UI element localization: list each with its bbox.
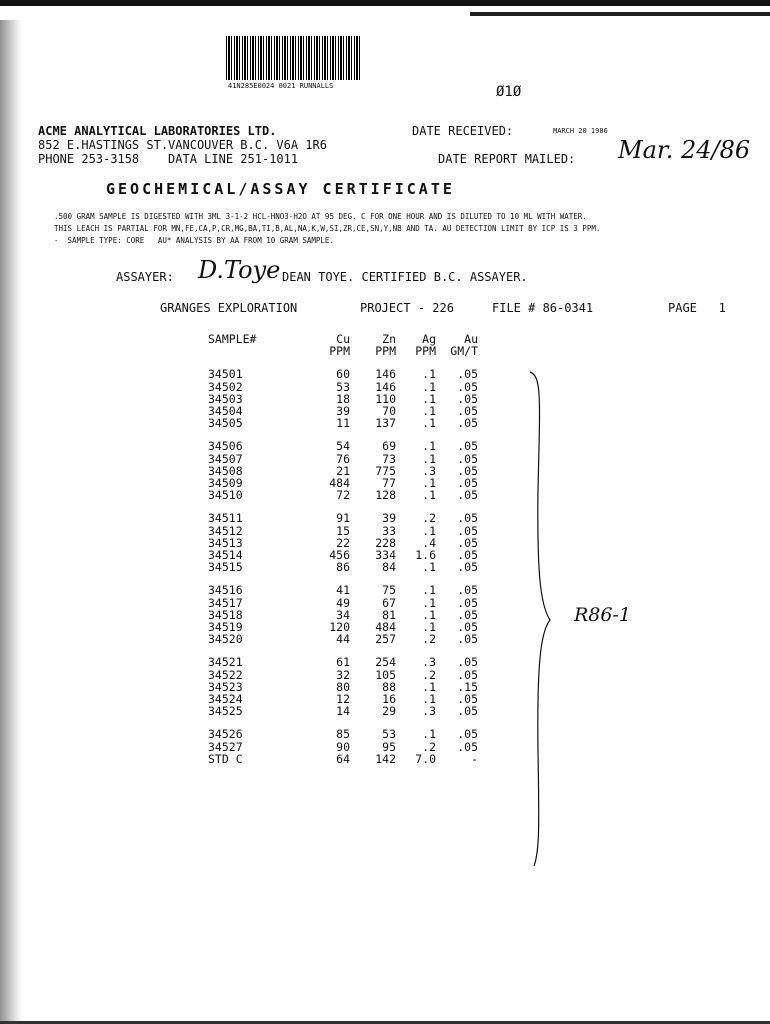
cu-cell: 64 bbox=[336, 751, 350, 766]
col-unit-sample bbox=[200, 345, 308, 357]
au-cell: .05 bbox=[457, 655, 478, 670]
ag-cell: .1 bbox=[422, 367, 436, 382]
cu-cell: 54 bbox=[336, 439, 350, 454]
cu-cell: 39 bbox=[336, 404, 350, 419]
ag-cell: .1 bbox=[422, 451, 436, 466]
ag-cell: .2 bbox=[422, 632, 436, 647]
assay-table bbox=[200, 333, 482, 765]
ag-cell: .2 bbox=[422, 739, 436, 754]
page-number: PAGE 1 bbox=[668, 301, 726, 315]
handwritten-annotation: R86-1 bbox=[574, 604, 631, 626]
ag-cell: .1 bbox=[422, 439, 436, 454]
table-row bbox=[200, 633, 482, 645]
col-unit-cu: PPM bbox=[329, 344, 350, 359]
zn-cell: 142 bbox=[375, 751, 396, 766]
sample-cell: 34505 bbox=[208, 416, 243, 431]
au-cell: .05 bbox=[457, 416, 478, 431]
zn-cell: 75 bbox=[382, 583, 396, 598]
ag-cell: .2 bbox=[422, 511, 436, 526]
table-row bbox=[200, 489, 482, 501]
au-cell: .05 bbox=[457, 476, 478, 491]
zn-cell: 29 bbox=[382, 704, 396, 719]
ag-cell: .4 bbox=[422, 535, 436, 550]
ag-cell: .1 bbox=[422, 560, 436, 575]
au-cell: .05 bbox=[457, 595, 478, 610]
assayer-label: ASSAYER: bbox=[116, 270, 174, 284]
zn-cell: 84 bbox=[382, 560, 396, 575]
sample-cell: 34514 bbox=[208, 548, 243, 563]
sample-cell: 34501 bbox=[208, 367, 243, 382]
ag-cell: .1 bbox=[422, 607, 436, 622]
au-cell: .05 bbox=[457, 488, 478, 503]
sample-cell: STD C bbox=[208, 751, 243, 766]
sample-cell: 34522 bbox=[208, 667, 243, 682]
lab-phone: PHONE 253-3158 DATA LINE 251-1011 bbox=[38, 152, 299, 166]
sample-cell: 34508 bbox=[208, 463, 243, 478]
ag-cell: .3 bbox=[422, 704, 436, 719]
sample-cell: 34511 bbox=[208, 511, 243, 526]
sample-cell: 34521 bbox=[208, 655, 243, 670]
table-row bbox=[200, 728, 482, 740]
cu-cell: 85 bbox=[336, 727, 350, 742]
cu-cell: 61 bbox=[336, 655, 350, 670]
au-cell: .05 bbox=[457, 367, 478, 382]
au-cell: .05 bbox=[457, 535, 478, 550]
col-header-au: Au bbox=[464, 332, 478, 346]
date-received-value: MARCH 20 1986 bbox=[553, 127, 608, 135]
sample-cell: 34519 bbox=[208, 620, 243, 635]
top-border-right bbox=[470, 12, 770, 16]
au-cell: .05 bbox=[457, 463, 478, 478]
col-unit-ag: PPM bbox=[415, 344, 436, 359]
cu-cell: 15 bbox=[336, 523, 350, 538]
top-border bbox=[0, 0, 770, 6]
sample-cell: 34504 bbox=[208, 404, 243, 419]
au-cell: .05 bbox=[457, 667, 478, 682]
lab-address: 852 E.HASTINGS ST.VANCOUVER B.C. V6A 1R6 bbox=[38, 138, 327, 152]
cu-cell: 120 bbox=[329, 620, 350, 635]
table-row bbox=[200, 584, 482, 596]
cu-cell: 22 bbox=[336, 535, 350, 550]
ag-cell: .1 bbox=[422, 391, 436, 406]
sample-cell: 34517 bbox=[208, 595, 243, 610]
assayer-signature: D.Toye bbox=[198, 256, 281, 284]
sample-cell: 34509 bbox=[208, 476, 243, 491]
project: PROJECT - 226 bbox=[360, 301, 454, 315]
cu-cell: 484 bbox=[329, 476, 350, 491]
table-row bbox=[200, 368, 482, 380]
bracket-right bbox=[528, 370, 568, 870]
ag-cell: .2 bbox=[422, 667, 436, 682]
ag-cell: .1 bbox=[422, 595, 436, 610]
zn-cell: 484 bbox=[375, 620, 396, 635]
ag-cell: .1 bbox=[422, 416, 436, 431]
page-code: Ø1Ø bbox=[496, 84, 522, 100]
table-row bbox=[200, 512, 482, 524]
sample-cell: 34527 bbox=[208, 739, 243, 754]
au-cell: .05 bbox=[457, 632, 478, 647]
table-row bbox=[200, 705, 482, 717]
ag-cell: .1 bbox=[422, 379, 436, 394]
cu-cell: 49 bbox=[336, 595, 350, 610]
client-name: GRANGES EXPLORATION bbox=[160, 301, 298, 315]
zn-cell: 95 bbox=[382, 739, 396, 754]
sample-cell: 34520 bbox=[208, 632, 243, 647]
au-cell: .05 bbox=[457, 704, 478, 719]
barcode-caption: 41N285E0024 0021 RUNNALLS bbox=[228, 82, 334, 90]
zn-cell: 88 bbox=[382, 679, 396, 694]
assay-table-body bbox=[200, 357, 482, 765]
table-row bbox=[200, 417, 482, 429]
scan-shadow-left bbox=[0, 20, 22, 1024]
ag-cell: .1 bbox=[422, 679, 436, 694]
note-line-2: THIS LEACH IS PARTIAL FOR MN,FE,CA,P,CR,MG,BA,TI,B,AL,NA,K,W,SI,ZR,CE,SN,Y,NB AND TA. AU DETECTION LIMIT BY ICP IS 3 PPM. bbox=[54, 224, 601, 233]
zn-cell: 77 bbox=[382, 476, 396, 491]
ag-cell: .3 bbox=[422, 655, 436, 670]
au-cell: .05 bbox=[457, 727, 478, 742]
cu-cell: 72 bbox=[336, 488, 350, 503]
au-cell: .05 bbox=[457, 607, 478, 622]
au-cell: .05 bbox=[457, 692, 478, 707]
col-unit-zn: PPM bbox=[375, 344, 396, 359]
table-row bbox=[200, 656, 482, 668]
cu-cell: 53 bbox=[336, 379, 350, 394]
col-header-zn: Zn bbox=[382, 332, 396, 346]
lab-name: ACME ANALYTICAL LABORATORIES LTD. bbox=[38, 124, 277, 138]
sample-cell: 34518 bbox=[208, 607, 243, 622]
au-cell: .05 bbox=[457, 620, 478, 635]
col-header-cu: Cu bbox=[336, 332, 350, 346]
cu-cell: 44 bbox=[336, 632, 350, 647]
zn-cell: 69 bbox=[382, 439, 396, 454]
sample-cell: 34502 bbox=[208, 379, 243, 394]
sample-cell: 34506 bbox=[208, 439, 243, 454]
zn-cell: 228 bbox=[375, 535, 396, 550]
date-mailed-label: DATE REPORT MAILED: bbox=[438, 152, 576, 166]
ag-cell: .1 bbox=[422, 404, 436, 419]
au-cell: .05 bbox=[457, 379, 478, 394]
table-row bbox=[200, 753, 482, 765]
col-header-ag: Ag bbox=[422, 332, 436, 346]
table-row bbox=[200, 525, 482, 537]
sample-cell: 34524 bbox=[208, 692, 243, 707]
au-cell: .05 bbox=[457, 583, 478, 598]
ag-cell: .1 bbox=[422, 583, 436, 598]
ag-cell: .1 bbox=[422, 692, 436, 707]
au-cell: .05 bbox=[457, 391, 478, 406]
note-line-1: .500 GRAM SAMPLE IS DIGESTED WITH 3ML 3-1-2 HCL-HNO3-H2O AT 95 DEG. C FOR ONE HOUR AND IS DILUTED TO 10 ML WITH WATER. bbox=[54, 212, 587, 221]
ag-cell: .1 bbox=[422, 523, 436, 538]
cu-cell: 90 bbox=[336, 739, 350, 754]
cu-cell: 21 bbox=[336, 463, 350, 478]
assayer-name: DEAN TOYE. CERTIFIED B.C. ASSAYER. bbox=[282, 270, 528, 284]
zn-cell: 334 bbox=[375, 548, 396, 563]
sample-cell: 34523 bbox=[208, 679, 243, 694]
zn-cell: 146 bbox=[375, 379, 396, 394]
cu-cell: 456 bbox=[329, 548, 350, 563]
cu-cell: 80 bbox=[336, 679, 350, 694]
sample-cell: 34513 bbox=[208, 535, 243, 550]
zn-cell: 110 bbox=[375, 391, 396, 406]
sample-cell: 34507 bbox=[208, 451, 243, 466]
zn-cell: 70 bbox=[382, 404, 396, 419]
ag-cell: 1.6 bbox=[415, 548, 436, 563]
ag-cell: .1 bbox=[422, 476, 436, 491]
zn-cell: 73 bbox=[382, 451, 396, 466]
zn-cell: 16 bbox=[382, 692, 396, 707]
cu-cell: 86 bbox=[336, 560, 350, 575]
au-cell: .05 bbox=[457, 548, 478, 563]
sample-cell: 34515 bbox=[208, 560, 243, 575]
col-header-sample: SAMPLE# bbox=[208, 332, 257, 346]
zn-cell: 39 bbox=[382, 511, 396, 526]
ag-cell: .1 bbox=[422, 620, 436, 635]
table-row bbox=[200, 453, 482, 465]
ag-cell: 7.0 bbox=[415, 751, 436, 766]
cu-cell: 91 bbox=[336, 511, 350, 526]
zn-cell: 81 bbox=[382, 607, 396, 622]
au-cell: .15 bbox=[457, 679, 478, 694]
zn-cell: 775 bbox=[375, 463, 396, 478]
zn-cell: 33 bbox=[382, 523, 396, 538]
certificate-title: GEOCHEMICAL/ASSAY CERTIFICATE bbox=[106, 180, 455, 198]
ag-cell: .3 bbox=[422, 463, 436, 478]
zn-cell: 257 bbox=[375, 632, 396, 647]
au-cell: .05 bbox=[457, 523, 478, 538]
zn-cell: 67 bbox=[382, 595, 396, 610]
cu-cell: 41 bbox=[336, 583, 350, 598]
cu-cell: 76 bbox=[336, 451, 350, 466]
zn-cell: 128 bbox=[375, 488, 396, 503]
note-line-3: - SAMPLE TYPE: CORE AU* ANALYSIS BY AA FROM 10 GRAM SAMPLE. bbox=[54, 236, 334, 245]
zn-cell: 53 bbox=[382, 727, 396, 742]
zn-cell: 105 bbox=[375, 667, 396, 682]
sample-cell: 34525 bbox=[208, 704, 243, 719]
cu-cell: 14 bbox=[336, 704, 350, 719]
cu-cell: 34 bbox=[336, 607, 350, 622]
sample-cell: 34503 bbox=[208, 391, 243, 406]
sample-cell: 34516 bbox=[208, 583, 243, 598]
au-cell: .05 bbox=[457, 739, 478, 754]
barcode bbox=[226, 36, 362, 80]
table-row bbox=[200, 440, 482, 452]
col-unit-au: GM/T bbox=[450, 344, 478, 359]
table-row bbox=[200, 381, 482, 393]
sample-cell: 34510 bbox=[208, 488, 243, 503]
au-cell: - bbox=[471, 751, 478, 766]
zn-cell: 146 bbox=[375, 367, 396, 382]
cu-cell: 11 bbox=[336, 416, 350, 431]
table-row bbox=[200, 561, 482, 573]
sample-cell: 34512 bbox=[208, 523, 243, 538]
zn-cell: 254 bbox=[375, 655, 396, 670]
au-cell: .05 bbox=[457, 439, 478, 454]
file-number: FILE # 86-0341 bbox=[492, 301, 594, 315]
au-cell: .05 bbox=[457, 511, 478, 526]
cu-cell: 18 bbox=[336, 391, 350, 406]
cu-cell: 32 bbox=[336, 667, 350, 682]
date-received-label: DATE RECEIVED: bbox=[412, 124, 514, 138]
ag-cell: .1 bbox=[422, 727, 436, 742]
cu-cell: 12 bbox=[336, 692, 350, 707]
au-cell: .05 bbox=[457, 560, 478, 575]
sample-cell: 34526 bbox=[208, 727, 243, 742]
au-cell: .05 bbox=[457, 451, 478, 466]
cu-cell: 60 bbox=[336, 367, 350, 382]
ag-cell: .1 bbox=[422, 488, 436, 503]
zn-cell: 137 bbox=[375, 416, 396, 431]
au-cell: .05 bbox=[457, 404, 478, 419]
date-mailed-handwritten: Mar. 24/86 bbox=[618, 136, 751, 164]
